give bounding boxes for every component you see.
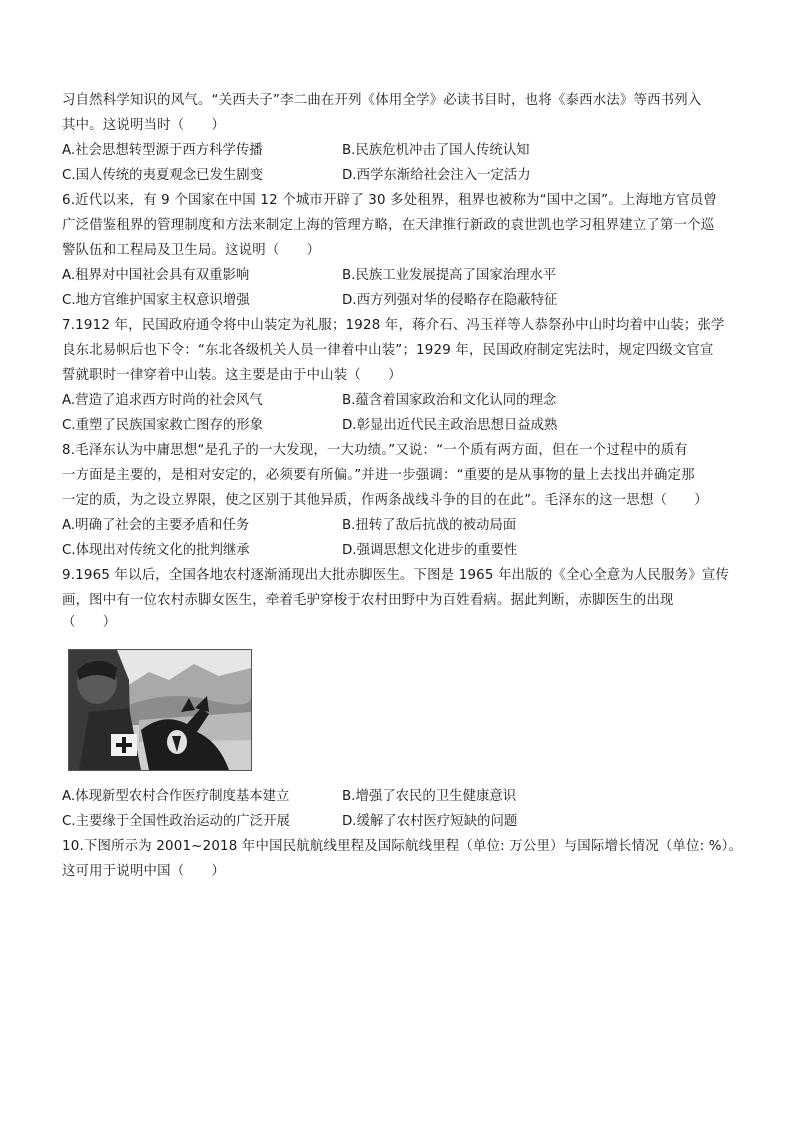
q5-line-2: 其中。这说明当时（ ） (62, 118, 226, 133)
q8-option-d[interactable]: D.强调思想文化进步的重要性 (342, 543, 518, 558)
q9-option-d[interactable]: D.缓解了农村医疗短缺的问题 (342, 814, 518, 829)
q6-line-1: 6.近代以来，有 9 个国家在中国 12 个城市开辟了 30 多处租界，租界也被称为“国中之国”。上海地方官员曾 (62, 193, 717, 208)
q8-option-c[interactable]: C.体现出对传统文化的批判继承 (62, 543, 250, 558)
q8-option-b[interactable]: B.扭转了敌后抗战的被动局面 (342, 518, 517, 533)
q8-option-a[interactable]: A.明确了社会的主要矛盾和任务 (62, 518, 250, 533)
q7-option-d[interactable]: D.彰显出近代民主政治思想日益成熟 (342, 418, 558, 433)
q6-option-a[interactable]: A.租界对中国社会具有双重影响 (62, 268, 250, 283)
q6-option-b[interactable]: B.民族工业发展提高了国家治理水平 (342, 268, 557, 283)
q9-line-3: （ ） (62, 615, 117, 630)
q8-line-1: 8.毛泽东认为中庸思想“是孔子的一大发现，一大功绩。”又说：“一个质有两方面，但在一个过程中的质有 (62, 443, 688, 458)
q6-option-c[interactable]: C.地方官维护国家主权意识增强 (62, 293, 250, 308)
q9-line-2: 画，图中有一位农村赤脚女医生，牵着毛驴穿梭于农村田野中为百姓看病。据此判断，赤脚医生的出现 (62, 593, 674, 608)
q8-line-3: 一定的质，为之设立界限，使之区别于其他异质，作两条战线斗争的目的在此”。毛泽东的这一思想（ ） (62, 493, 708, 508)
q7-line-3: 誓就职时一律穿着中山装。这主要是由于中山装（ ） (62, 368, 402, 383)
q9-option-b[interactable]: B.增强了农民的卫生健康意识 (342, 789, 517, 804)
q9-option-c[interactable]: C.主要缘于全国性政治运动的广泛开展 (62, 814, 290, 829)
q9-line-1: 9.1965 年以后，全国各地农村逐渐涌现出大批赤脚医生。下图是 1965 年出版的《全心全意为人民服务》宣传 (62, 568, 730, 583)
poster-illustration (69, 650, 251, 770)
q6-line-3: 警队伍和工程局及卫生局。这说明（ ） (62, 243, 321, 258)
q9-option-a[interactable]: A.体现新型农村合作医疗制度基本建立 (62, 789, 290, 804)
q7-line-1: 7.1912 年，民国政府通令将中山装定为礼服；1928 年，蒋介石、冯玉祥等人恭祭孙中山时均着中山装；张学 (62, 318, 725, 333)
q7-option-c[interactable]: C.重塑了民族国家救亡图存的形象 (62, 418, 264, 433)
q6-line-2: 广泛借鉴租界的管理制度和方法来制定上海的管理方略，在天津推行新政的袁世凯也学习租界建立了第一个巡 (62, 218, 715, 233)
q7-option-b[interactable]: B.蕴含着国家政治和文化认同的理念 (342, 393, 557, 408)
q7-option-a[interactable]: A.营造了追求西方时尚的社会风气 (62, 393, 263, 408)
barefoot-doctor-poster-image (68, 649, 252, 771)
q5-line-1: 习自然科学知识的风气。“关西夫子”李二曲在开列《体用全学》必读书目时，也将《泰西水法》等西书列入 (62, 93, 702, 108)
q5-option-a[interactable]: A.社会思想转型源于西方科学传播 (62, 143, 263, 158)
q5-option-b[interactable]: B.民族危机冲击了国人传统认知 (342, 143, 530, 158)
q8-line-2: 一方面是主要的，是相对安定的，必须要有所偏。”并进一步强调：“重要的是从事物的量上去找出并确定那 (62, 468, 695, 483)
q5-option-d[interactable]: D.西学东渐给社会注入一定活力 (342, 168, 531, 183)
q7-line-2: 良东北易帜后也下令：“东北各级机关人员一律着中山装”；1929 年，民国政府制定宪法时，规定四级文官宣 (62, 343, 714, 358)
q10-line-2: 这可用于说明中国（ ） (62, 864, 226, 879)
q6-option-d[interactable]: D.西方列强对华的侵略存在隐蔽特征 (342, 293, 558, 308)
q10-line-1: 10.下图所示为 2001~2018 年中国民航航线里程及国际航线里程（单位: 万公里）与国际增长情况（单位: %）。 (62, 839, 743, 854)
q5-option-c[interactable]: C.国人传统的夷夏观念已发生剧变 (62, 168, 264, 183)
